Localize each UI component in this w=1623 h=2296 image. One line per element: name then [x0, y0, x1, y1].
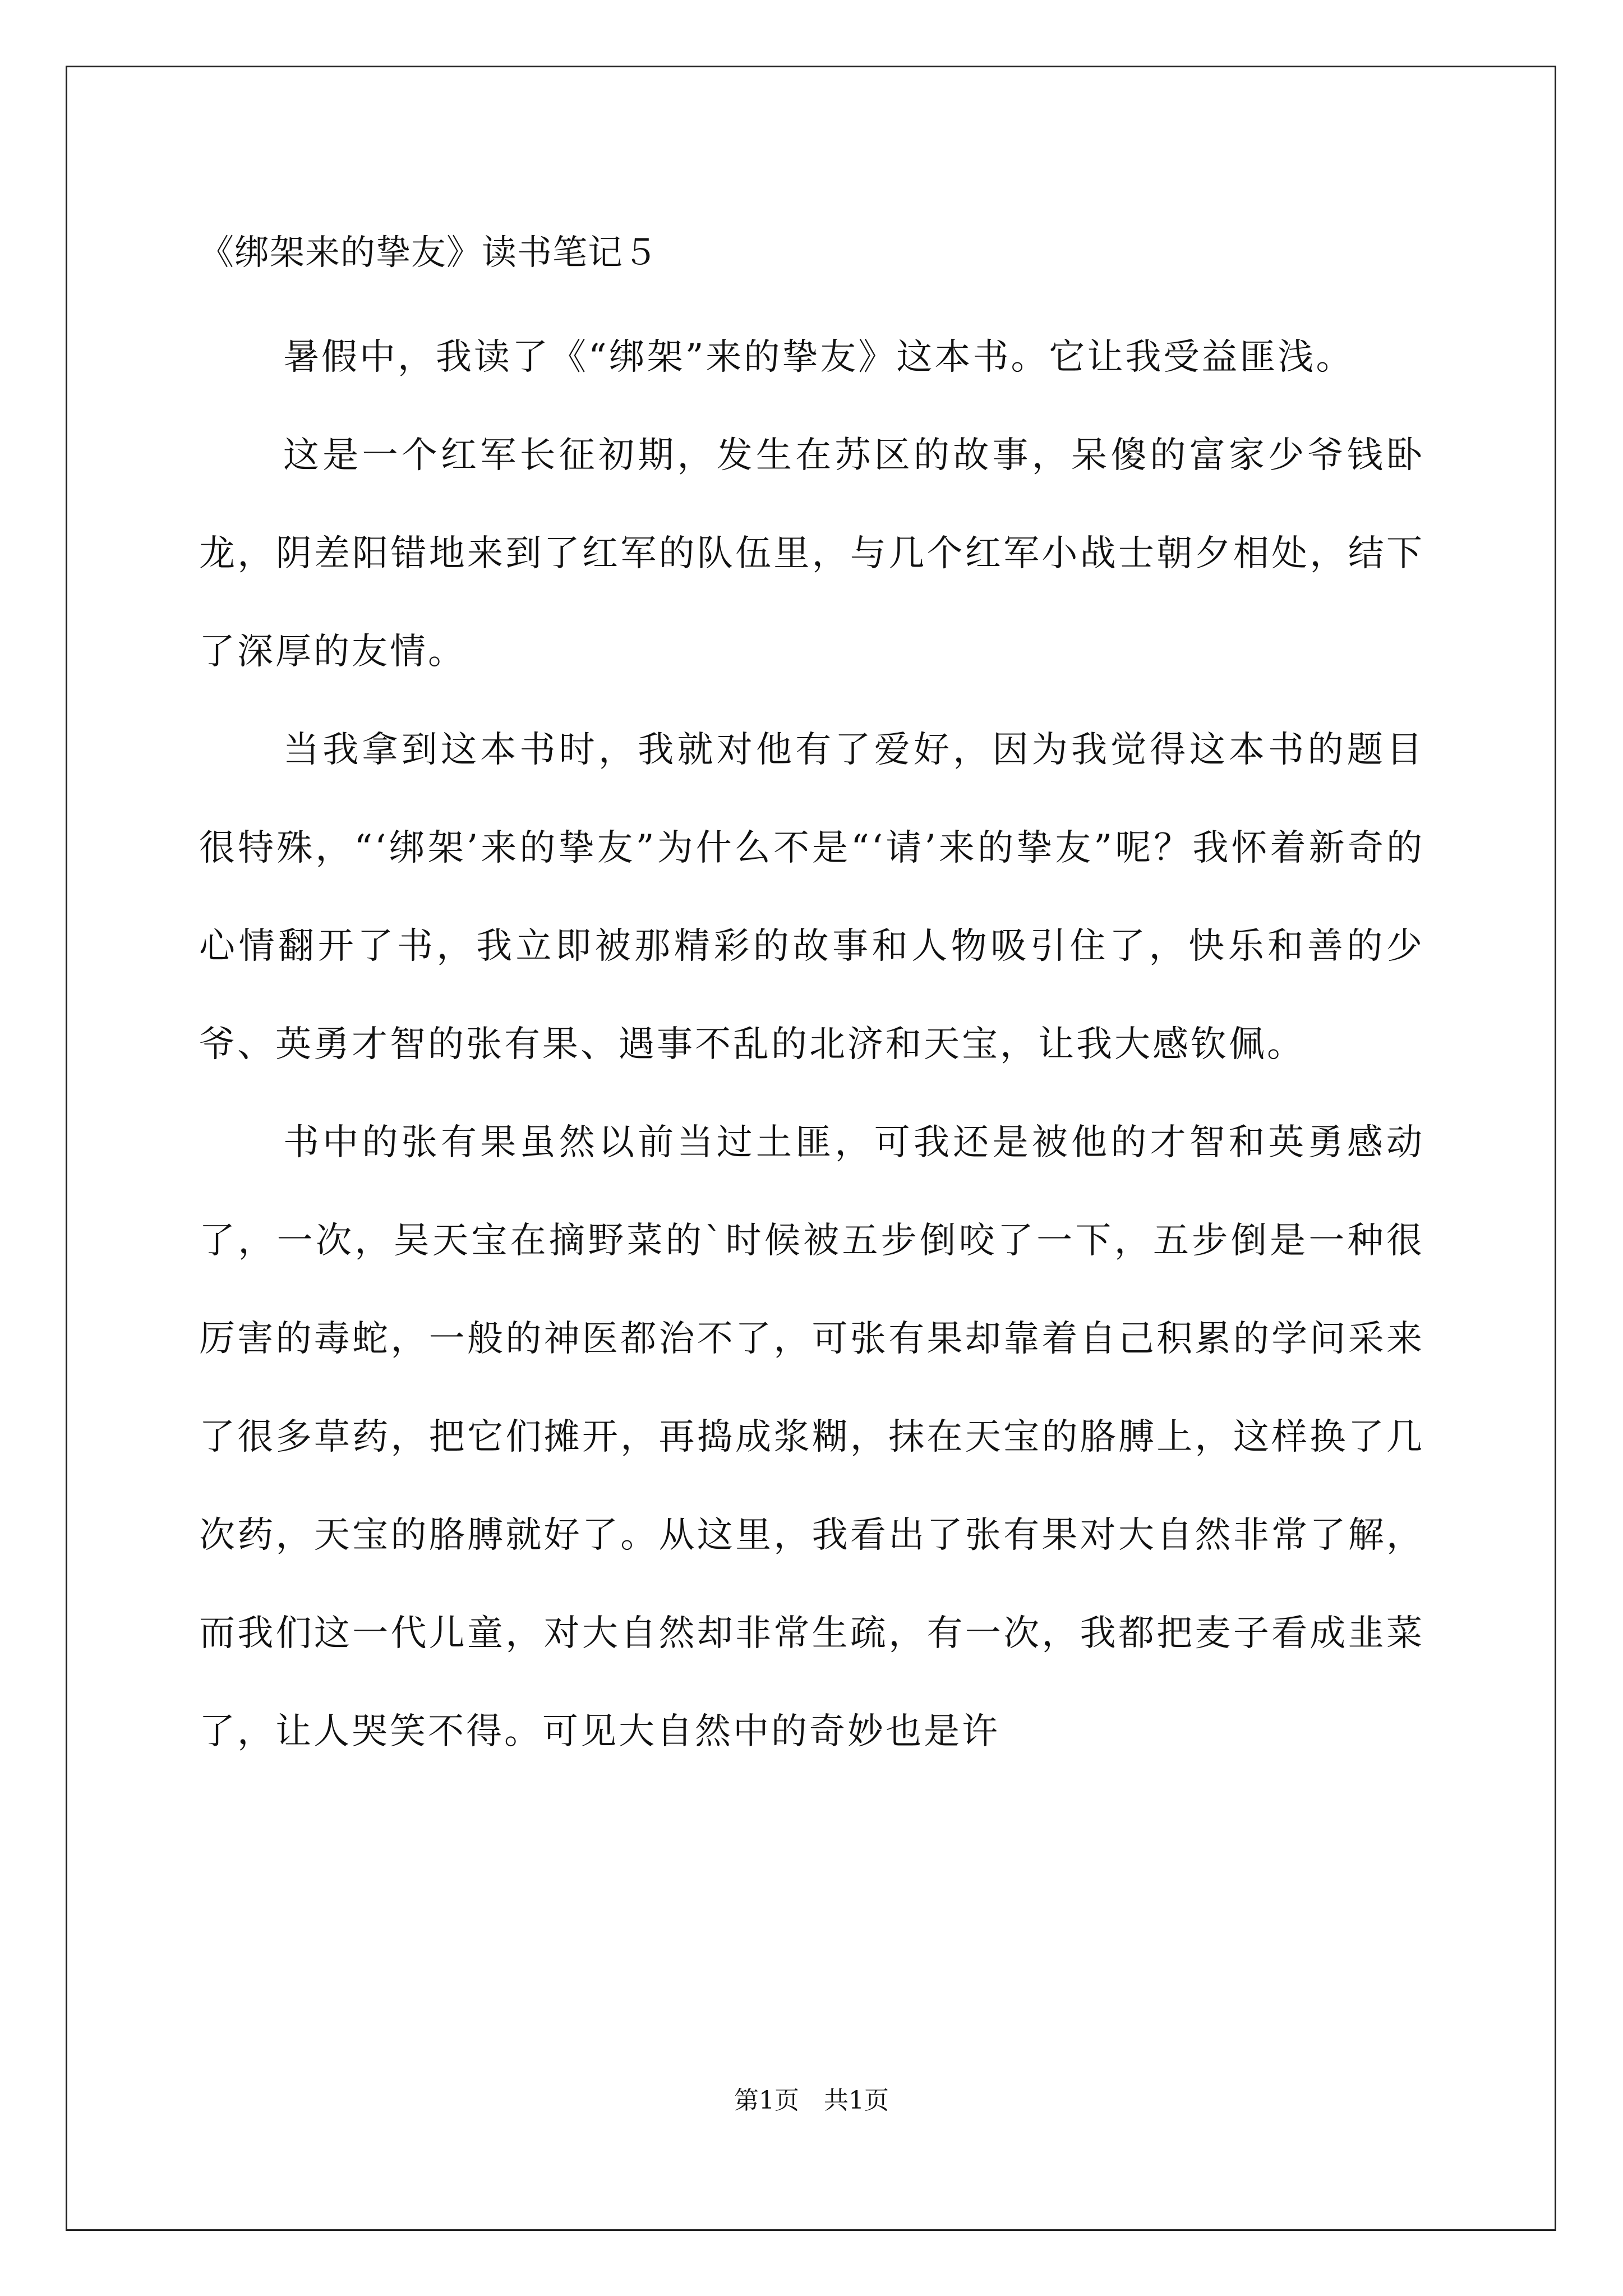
paragraph-2: 这是一个红军长征初期，发生在苏区的故事，呆傻的富家少爷钱卧龙，阴差阳错地来到了红军的队伍里，与几个红军小战士朝夕相处，结下了深厚的友情。 — [199, 435, 1424, 673]
document-body — [199, 219, 1424, 1781]
page-footer: 第1页 共1页 — [734, 2086, 889, 2115]
paragraph-3: 当我拿到这本书时，我就对他有了爱好，因为我觉得这本书的题目很特殊，“‘绑架’来的挚友”为什么不是“‘请’来的挚友”呢？我怀着新奇的心情翻开了书，我立即被那精彩的故事和人物吸引住了，快乐和善的少爷、英勇才智的张有果、遇事不乱的北济和天宝，让我大感钦佩。 — [199, 729, 1424, 1065]
paragraph-1: 暑假中，我读了《“绑架”来的挚友》这本书。它让我受益匪浅。 — [283, 337, 1354, 378]
document-title: 《绑架来的挚友》读书笔记５ — [199, 232, 659, 273]
paragraph-4: 书中的张有果虽然以前当过土匪，可我还是被他的才智和英勇感动了，一次，吴天宝在摘野菜的`时候被五步倒咬了一下，五步倒是一种很厉害的毒蛇，一般的神医都治不了，可张有果却靠着自己积累的学问采来了很多草药，把它们摊开，再捣成浆糊，抹在天宝的胳膊上，这样换了几次药，天宝的胳膊就好了。从这里，我看出了张有果对大自然非常了解，而我们这一代儿童，对大自然却非常生疏，有一次，我都把麦子看成韭菜了，让人哭笑不得。可见大自然中的奇妙也是许 — [199, 1122, 1424, 1752]
